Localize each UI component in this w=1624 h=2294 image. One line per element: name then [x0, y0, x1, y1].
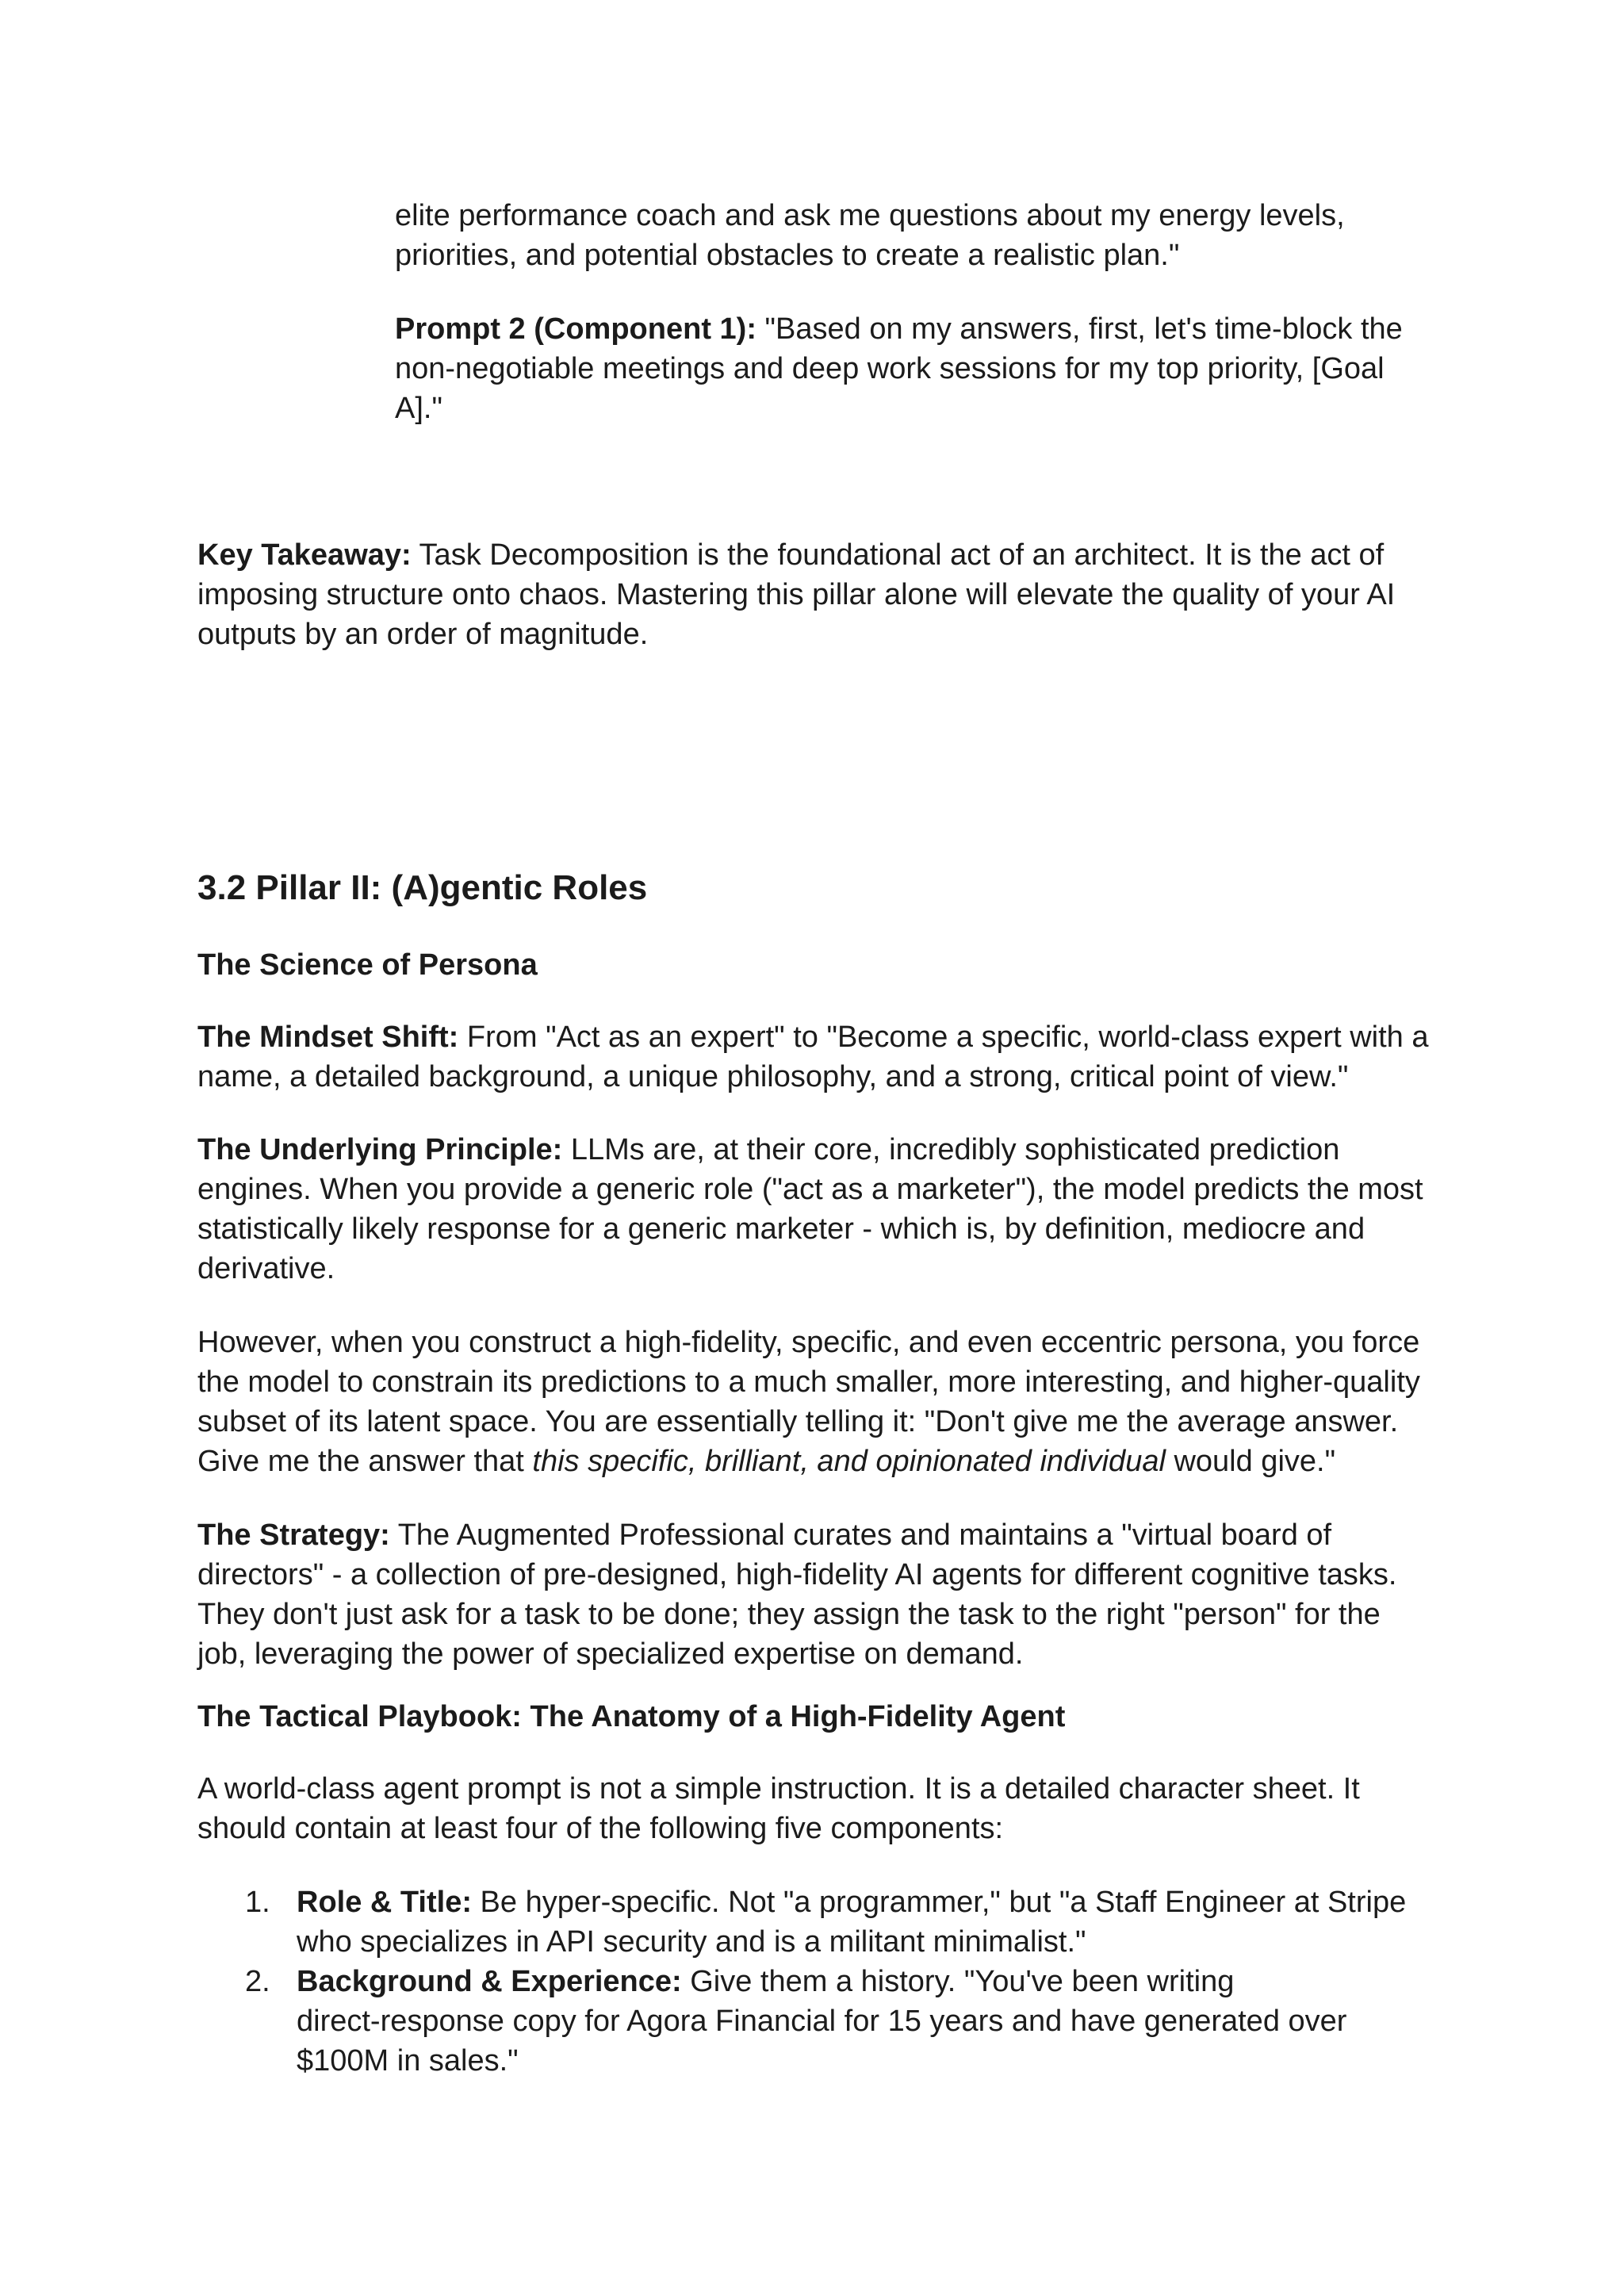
playbook-heading: The Tactical Playbook: The Anatomy of a High-Fidelity Agent	[197, 1700, 1066, 1733]
text-line: job, leveraging the power of specialized expertise on demand.	[197, 1637, 1024, 1671]
text-line: the model to constrain its predictions to a much smaller, more interesting, and higher-quality	[197, 1365, 1420, 1399]
key-takeaway-paragraph	[197, 535, 1442, 654]
text-line: The Augmented Professional curates and maintains a "virtual board of	[389, 1518, 1332, 1552]
section-heading: 3.2 Pillar II: (A)gentic Roles	[197, 868, 648, 907]
section-subheading: The Science of Persona	[197, 948, 538, 982]
text-line: They don't just ask for a task to be done; they assign the task to the right "person" for the	[197, 1598, 1381, 1631]
text-line: should contain at least four of the following five components:	[197, 1812, 1004, 1845]
prompt-2-paragraph	[395, 309, 1442, 428]
italic-emphasis: this specific, brilliant, and opinionated individual	[532, 1445, 1166, 1478]
text-line: A world-class agent prompt is not a simple instruction. It is a detailed character sheet. It	[197, 1772, 1360, 1806]
text-line: priorities, and potential obstacles to create a realistic plan."	[395, 239, 1180, 272]
text-line: direct-response copy for Agora Financial for 15 years and have generated over	[297, 2005, 1347, 2038]
strategy-label: The Strategy:	[197, 1518, 390, 1552]
text-line: statistically likely response for a generic marketer - which is, by definition, mediocre and	[197, 1212, 1365, 1246]
list-item	[297, 1882, 1442, 1962]
text-line: $100M in sales."	[297, 2044, 519, 2078]
text-line: who specializes in API security and is a militant minimalist."	[297, 1925, 1086, 1959]
text-line: Give me the answer that	[197, 1445, 533, 1478]
playbook-intro-paragraph	[197, 1769, 1442, 1848]
text-line: A]."	[395, 392, 442, 425]
list-number: 1.	[245, 1886, 270, 1919]
mindset-shift-paragraph	[197, 1017, 1442, 1097]
text-line: outputs by an order of magnitude.	[197, 618, 649, 651]
key-takeaway-label: Key Takeaway:	[197, 538, 412, 572]
text-line: Task Decomposition is the foundational act of an architect. It is the act of	[411, 538, 1385, 572]
text-line: Be hyper-specific. Not "a programmer," but "a Staff Engineer at Stripe	[472, 1886, 1407, 1919]
strategy-paragraph	[197, 1515, 1442, 1674]
text-line: subset of its latent space. You are essentially telling it: "Don't give me the average answer.	[197, 1405, 1399, 1438]
text-line: elite performance coach and ask me questions about my energy levels,	[395, 199, 1345, 232]
text-line: name, a detailed background, a unique philosophy, and a strong, critical point of view."	[197, 1060, 1349, 1093]
text-line: LLMs are, at their core, incredibly sophisticated prediction	[562, 1133, 1340, 1166]
text-line: engines. When you provide a generic role ("act as a marketer"), the model predicts the most	[197, 1173, 1423, 1206]
list-item	[297, 1962, 1442, 2081]
list-item-label: Role & Title:	[297, 1886, 472, 1919]
list-number: 2.	[245, 1965, 270, 1998]
text-line: imposing structure onto chaos. Mastering this pillar alone will elevate the quality of your AI	[197, 578, 1396, 611]
text-line: would give."	[1165, 1445, 1336, 1478]
underlying-principle-paragraph	[197, 1130, 1442, 1289]
text-line: non-negotiable meetings and deep work sessions for my top priority, [Goal	[395, 352, 1385, 385]
mindset-label: The Mindset Shift:	[197, 1021, 459, 1054]
list-item-label: Background & Experience:	[297, 1965, 682, 1998]
text-line: From "Act as an expert" to "Become a specific, world-class expert with a	[458, 1021, 1429, 1054]
text-line: Give them a history. "You've been writing	[681, 1965, 1235, 1998]
however-paragraph	[197, 1323, 1442, 1481]
text-line: "Based on my answers, first, let's time-block the	[756, 312, 1403, 346]
prompt-continuation-paragraph	[395, 196, 1442, 275]
text-line: However, when you construct a high-fidelity, specific, and even eccentric persona, you force	[197, 1326, 1420, 1359]
text-line: directors" - a collection of pre-designed, high-fidelity AI agents for different cognitive tasks.	[197, 1558, 1397, 1591]
prompt-2-label: Prompt 2 (Component 1):	[395, 312, 756, 346]
text-line: derivative.	[197, 1252, 335, 1285]
principle-label: The Underlying Principle:	[197, 1133, 563, 1166]
